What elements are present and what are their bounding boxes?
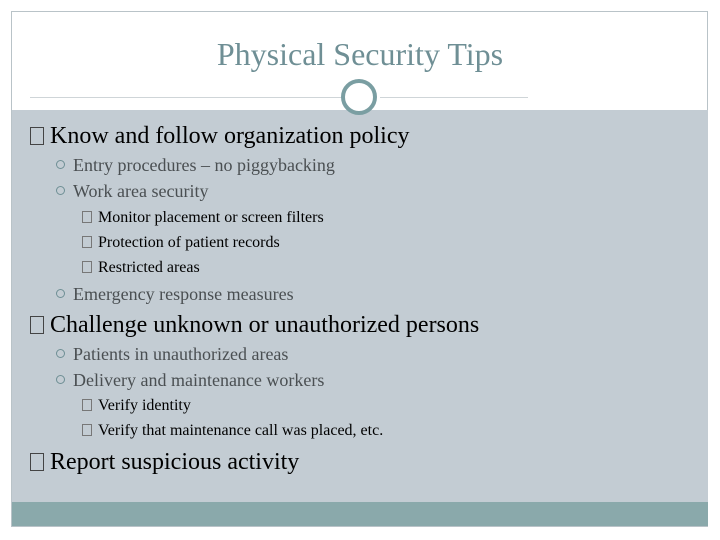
bullet-1-2-3 <box>82 259 200 277</box>
footer-band <box>12 502 708 526</box>
title-rule-right <box>380 97 528 98</box>
bullet-box-icon <box>30 453 44 471</box>
bullet-2-2 <box>56 370 324 391</box>
bullet-2-2-1 <box>82 397 191 415</box>
bullet-1-1 <box>56 155 335 176</box>
bullet-1-2-1-text: Monitor placement or screen filters <box>98 209 324 226</box>
bullet-1-2-text: Work area security <box>73 181 209 201</box>
bullet-box-icon <box>30 127 44 145</box>
bullet-1 <box>30 123 409 150</box>
bullet-2-1 <box>56 344 288 365</box>
bullet-1-2-1 <box>82 209 324 227</box>
circle-bullet-icon <box>56 160 65 169</box>
bullet-1-2-3-text: Restricted areas <box>98 259 200 276</box>
circle-bullet-icon <box>56 186 65 195</box>
bullet-2-1-text: Patients in unauthorized areas <box>73 344 289 364</box>
square-bullet-icon <box>82 236 92 248</box>
slide-title: Physical Security Tips <box>216 36 504 72</box>
bullet-box-icon <box>30 316 44 334</box>
bullet-3 <box>30 449 299 476</box>
bullet-2 <box>30 312 479 339</box>
circle-bullet-icon <box>56 289 65 298</box>
bullet-1-3-text: Emergency response measures <box>73 284 294 304</box>
bullet-3-text: Report suspicious activity <box>50 449 300 475</box>
square-bullet-icon <box>82 424 92 436</box>
bullet-2-text: Challenge unknown or unauthorized persons <box>50 312 480 338</box>
bullet-1-2-2 <box>82 234 280 252</box>
bullet-1-2 <box>56 181 208 202</box>
bullet-2-2-2 <box>82 422 383 440</box>
bullet-2-2-2-text: Verify that maintenance call was placed, etc. <box>98 422 384 439</box>
bullet-1-2-2-text: Protection of patient records <box>98 234 280 251</box>
square-bullet-icon <box>82 261 92 273</box>
circle-bullet-icon <box>56 349 65 358</box>
bullet-1-3 <box>56 284 294 305</box>
title-rule-left <box>30 97 342 98</box>
bullet-1-1-text: Entry procedures – no piggybacking <box>73 155 335 175</box>
circle-bullet-icon <box>56 375 65 384</box>
bullet-1-text: Know and follow organization policy <box>50 123 410 149</box>
square-bullet-icon <box>82 399 92 411</box>
square-bullet-icon <box>82 211 92 223</box>
ring-ornament-icon <box>341 79 377 115</box>
bullet-2-2-text: Delivery and maintenance workers <box>73 370 325 390</box>
bullet-2-2-1-text: Verify identity <box>98 397 191 414</box>
